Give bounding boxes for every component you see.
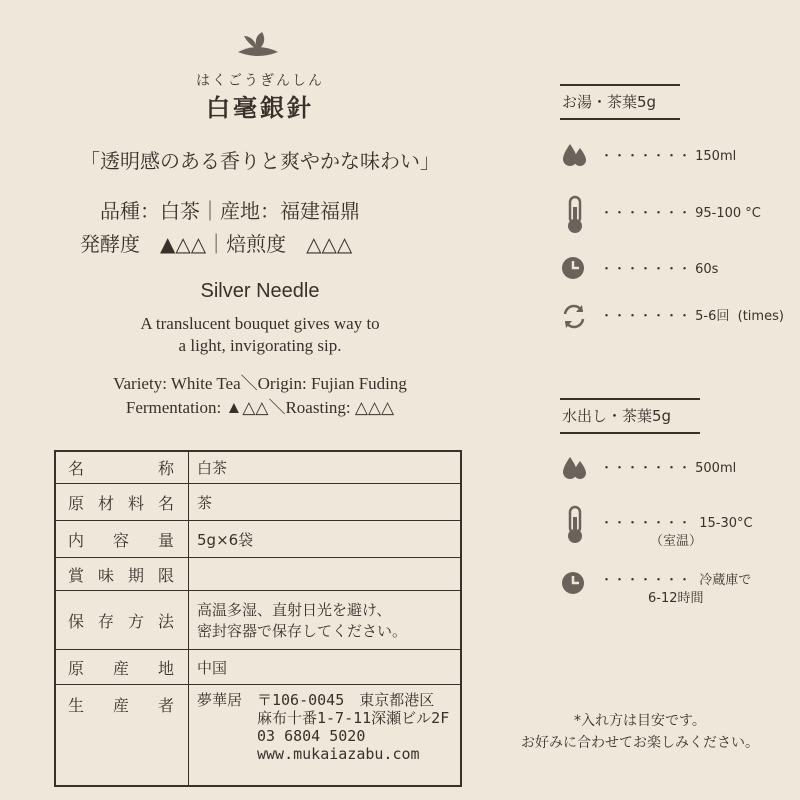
spec-label: 内容量 [55,521,189,558]
spec-value: 中国 [189,650,462,685]
storage-line: 高温多湿、直射日光を避け、 [197,601,392,619]
spec-value [189,558,462,591]
producer-line: 麻布十番1-7-11深瀬ビル2F [197,709,450,727]
cold-time-text: ・・・・・・・ 冷蔵庫で [600,573,752,588]
spec-label: 生産者 [55,685,189,787]
hot-temp-text: ・・・・・・・ 95-100 °C [600,206,761,221]
thermometer-icon [560,195,590,235]
table-row [55,591,461,650]
cold-brew-heading: 水出し・茶葉5g [560,398,700,434]
producer-line: 03 6804 5020 [197,727,366,745]
producer-line: 夢華居 〒106-0045 東京都港区 [197,691,435,709]
producer-info [189,685,462,787]
cold-temp-row [560,505,790,551]
clock-icon [560,255,590,285]
clock-icon [560,570,590,600]
note-line: *入れ方は目安です。 [574,713,706,729]
hot-times-text: ・・・・・・・ 5-6回 (times) [600,309,784,324]
thermometer-icon [560,505,590,545]
spec-label: 保存方法 [55,591,189,650]
storage-line: 密封容器で保存してください。 [197,622,408,640]
spec-label: 原材料名 [55,484,189,521]
english-meta-line: Variety: White Tea＼Origin: Fujian Fuding [113,374,407,393]
table-row [55,558,461,591]
table-row [55,650,461,685]
cold-time-row [560,570,790,616]
title-furigana: はくごうぎんしん [196,73,324,89]
english-meta [40,372,480,420]
hot-water-row [560,140,790,176]
product-spec-table [54,450,462,787]
spec-value [189,591,462,650]
cold-time-note: 6-12時間 [648,591,704,606]
cold-water-text: ・・・・・・・ 500ml [600,461,737,476]
table-row [55,685,461,787]
hot-brew-heading: お湯・茶葉5g [560,84,680,120]
spec-label: 賞味期限 [55,558,189,591]
cold-water-row [560,453,790,489]
leaf-icon [232,30,284,60]
spec-value: 5g×6袋 [189,521,462,558]
refresh-icon [560,302,590,332]
page-title: 白毫銀針 [206,94,314,122]
cold-temp-text: ・・・・・・・ 15-30°C [600,516,753,531]
hot-time-row [560,255,790,291]
english-description [80,313,440,357]
english-desc-line: A translucent bouquet gives way to [140,314,380,333]
spec-label: 名称 [55,451,189,484]
spec-value: 茶 [189,484,462,521]
hot-water-text: ・・・・・・・ 150ml [600,149,737,164]
table-row [55,484,461,521]
table-row [55,451,461,484]
english-name: Silver Needle [200,280,320,302]
table-row [55,521,461,558]
cold-temp-note: （室温） [650,534,703,549]
spec-label: 原産地 [55,650,189,685]
hot-times-row [560,302,790,338]
note-line: お好みに合わせてお楽しみください。 [521,735,759,751]
spec-value: 白茶 [189,451,462,484]
english-meta-line: Fermentation: ▲△△＼Roasting: △△△ [125,398,395,417]
variety-origin-jp: 品種：白茶｜産地：福建福鼎 [100,199,360,223]
hot-temp-row [560,195,790,231]
english-desc-line: a light, invigorating sip. [178,336,342,355]
water-drop-icon [560,140,590,170]
brewing-note [490,710,790,754]
fermentation-roasting-jp: 発酵度 ▲△△｜焙煎度 △△△ [80,232,353,256]
catchphrase: 「透明感のある香りと爽やかな味わい」 [80,149,440,173]
hot-time-text: ・・・・・・・ 60s [600,262,719,277]
water-drop-icon [560,453,590,483]
producer-line: www.mukaiazabu.com [197,745,420,763]
